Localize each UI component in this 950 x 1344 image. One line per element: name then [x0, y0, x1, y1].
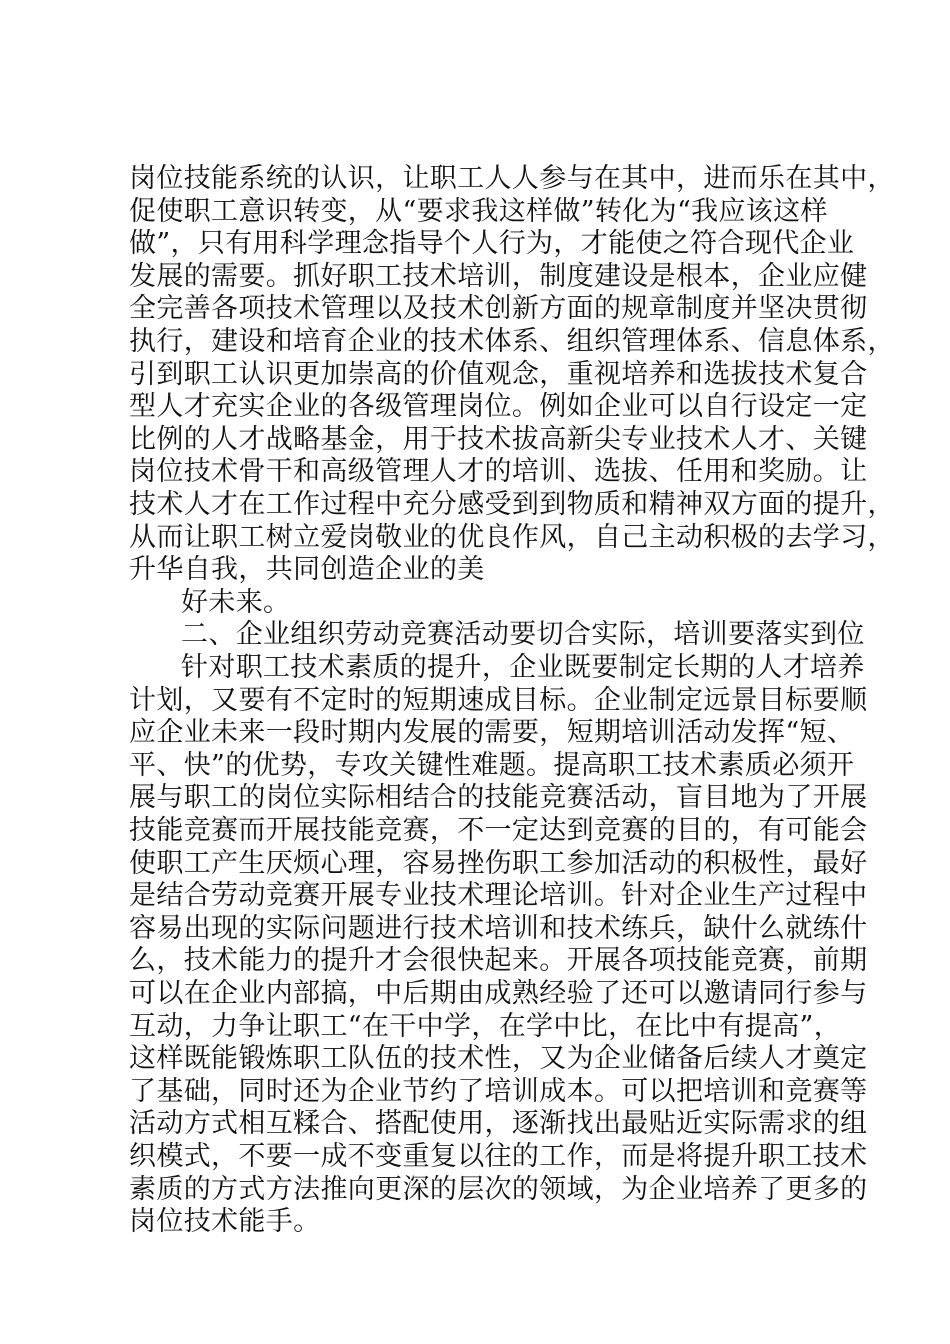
text-line: 好未来。 — [181, 586, 291, 618]
text-line: 可以在企业内部搞，中后期由成熟经验了还可以邀请同行参与 — [129, 978, 868, 1009]
text-line: 型人才充实企业的各级管理岗位。例如企业可以自行设定一定 — [129, 391, 868, 423]
text-line: 岗位技术骨干和高级管理人才的培训、选拔、任用和奖励。让 — [129, 456, 868, 488]
text-line: 这样既能锻炼职工队伍的技术性，又为企业储备后续人才奠定 — [129, 1043, 868, 1075]
text-line: 从而让职工树立爱岗敬业的优良作风，自己主动积极的去学习， — [129, 521, 895, 553]
text-line: 引到职工认识更加崇高的价值观念，重视培养和选拔技术复合 — [129, 358, 868, 390]
text-line: 素质的方式方法推向更深的层次的领域，为企业培养了更多的 — [129, 1173, 868, 1205]
text-line: 使职工产生厌烦心理，容易挫伤职工参加活动的积极性，最好 — [129, 847, 868, 879]
text-line: 计划，又要有不定时的短期速成目标。企业制定远景目标要顺 — [129, 684, 868, 716]
text-line: 做”，只有用科学理念指导个人行为，才能使之符合现代企业 — [129, 228, 855, 260]
text-line: 展与职工的岗位实际相结合的技能竞赛活动，盲目地为了开展 — [129, 782, 868, 814]
text-line: 比例的人才战略基金，用于技术拔高新尖专业技术人才、关键 — [129, 423, 868, 455]
text-line: 容易出现的实际问题进行技术培训和技术练兵，缺什么就练什 — [129, 912, 868, 944]
section-heading: 二、企业组织劳动竞赛活动要切合实际，培训要落实到位 — [181, 619, 865, 651]
text-line: 升华自我，共同创造企业的美 — [129, 554, 485, 586]
text-line: 发展的需要。抓好职工技术培训，制度建设是根本，企业应健 — [129, 260, 868, 292]
text-line: 织模式，不要一成不变重复以往的工作，而是将提升职工技术 — [129, 1141, 868, 1172]
text-line: 应企业未来一段时期内发展的需要，短期培训活动发挥“短、 — [129, 717, 855, 749]
text-line: 了基础，同时还为企业节约了培训成本。可以把培训和竞赛等 — [129, 1075, 868, 1107]
text-line: 活动方式相互糅合、搭配使用，逐渐找出最贴近实际需求的组 — [129, 1108, 868, 1140]
text-line: 平、快”的优势，专攻关键性难题。提高职工技术素质必须开 — [129, 749, 855, 781]
text-line: 全完善各项技术管理以及技术创新方面的规章制度并坚决贯彻 — [129, 293, 868, 325]
text-line: 岗位技术能手。 — [129, 1206, 321, 1238]
text-line: 岗位技能系统的认识，让职工人人参与在其中，进而乐在其中， — [129, 163, 895, 194]
text-line: 技术人才在工作过程中充分感受到到物质和精神双方面的提升， — [129, 489, 895, 520]
text-line: 么，技术能力的提升才会很快起来。开展各项技能竞赛，前期 — [129, 945, 868, 977]
text-line: 是结合劳动竞赛开展专业技术理论培训。针对企业生产过程中 — [129, 880, 868, 912]
text-line: 互动，力争让职工“在干中学，在学中比，在比中有提高”， — [129, 1010, 842, 1042]
text-line: 技能竞赛而开展技能竞赛，不一定达到竞赛的目的，有可能会 — [129, 815, 868, 846]
text-line: 针对职工技术素质的提升，企业既要制定长期的人才培养 — [181, 652, 865, 683]
text-line: 执行，建设和培育企业的技术体系、组织管理体系、信息体系， — [129, 326, 895, 357]
text-line: 促使职工意识转变，从“要求我这样做”转化为“我应该这样 — [129, 195, 828, 227]
